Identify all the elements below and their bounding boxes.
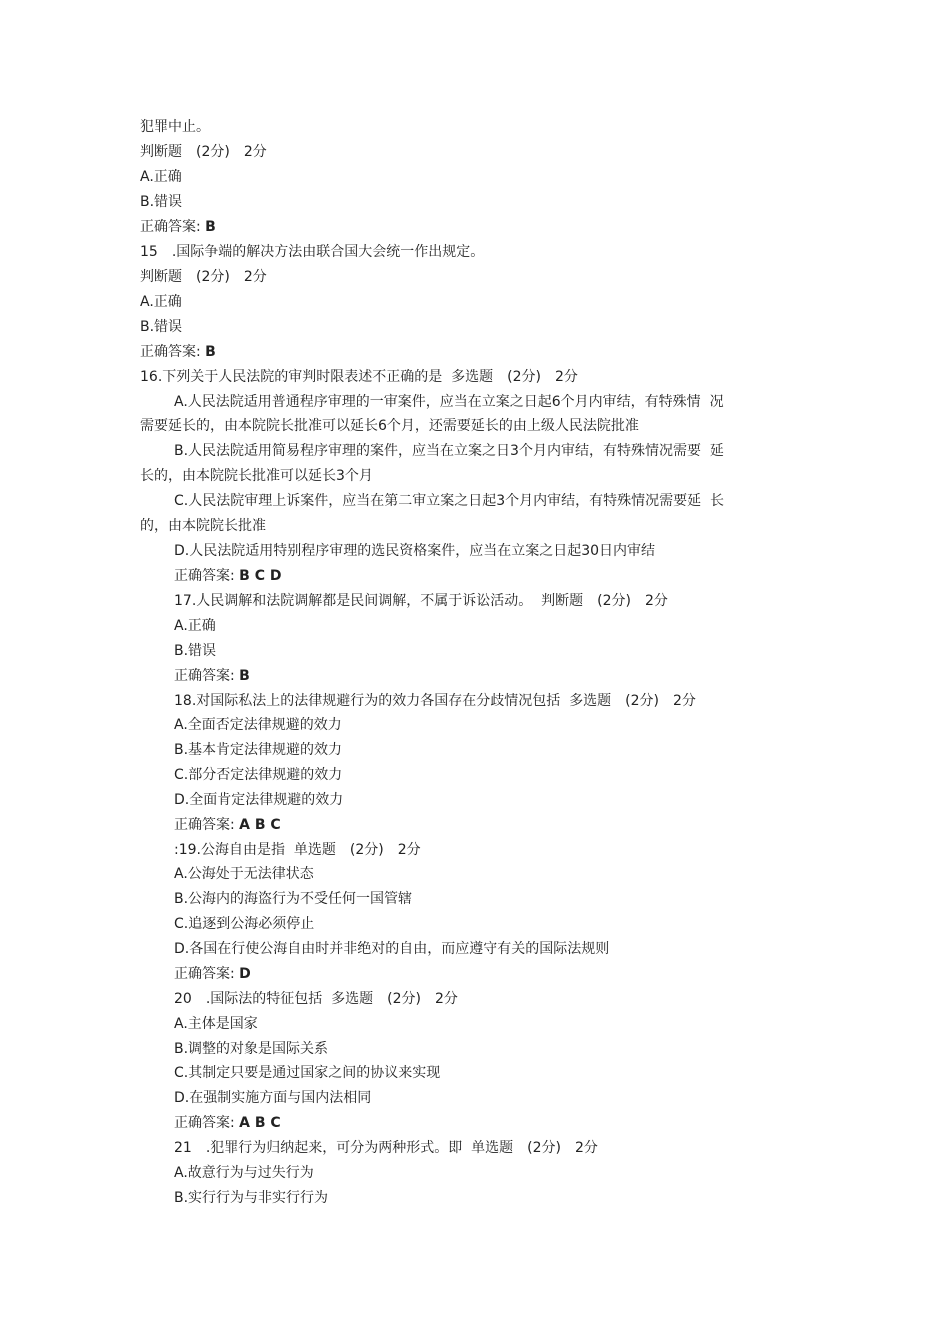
option-c: C.部分否定法律规避的效力 <box>174 767 343 783</box>
option-b: B.实行行为与非实行行为 <box>174 1190 329 1206</box>
answer-label: 正确答案: <box>174 817 235 833</box>
option-b: B.人民法院适用简易程序审理的案件，应当在立案之日3个月内审结，有特殊情况需要 延 <box>174 443 724 459</box>
option-c: C.其制定只要是通过国家之间的协议来实现 <box>174 1065 441 1081</box>
option-c: C.追逐到公海必须停止 <box>174 916 315 932</box>
answer-line <box>174 815 281 835</box>
option-a: A.人民法院适用普通程序审理的一审案件，应当在立案之日起6个月内审结，有特殊情 况 <box>174 394 724 410</box>
option-a: A.主体是国家 <box>174 1016 258 1032</box>
question-type: 判断题 (2分) 2分 <box>140 144 267 160</box>
question-21: 21 .犯罪行为归纳起来，可分为两种形式。即 单选题 (2分) 2分 <box>174 1140 598 1156</box>
option-c: C.人民法院审理上诉案件，应当在第二审立案之日起3个月内审结，有特殊情况需要延 长 <box>174 493 725 509</box>
answer-value: A B C <box>239 1115 281 1131</box>
option-d: D.全面肯定法律规避的效力 <box>174 792 344 808</box>
option-b: B.调整的对象是国际关系 <box>174 1041 329 1057</box>
option-a: A.故意行为与过失行为 <box>174 1165 314 1181</box>
option-b: B.基本肯定法律规避的效力 <box>174 742 343 758</box>
question-19: :19.公海自由是指 单选题 (2分) 2分 <box>174 842 421 858</box>
option-b: B.错误 <box>174 643 217 659</box>
answer-label: 正确答案: <box>140 344 201 360</box>
option-a: A.公海处于无法律状态 <box>174 866 314 882</box>
option-a: A.正确 <box>174 618 216 634</box>
answer-label: 正确答案: <box>174 568 235 584</box>
question-15: 15 .国际争端的解决方法由联合国大会统一作出规定。 <box>140 244 485 260</box>
question-18: 18.对国际私法上的法律规避行为的效力各国存在分歧情况包括 多选题 (2分) 2分 <box>174 693 696 709</box>
option-a: A.全面否定法律规避的效力 <box>174 717 342 733</box>
answer-line <box>140 342 216 362</box>
option-b-cont: 长的，由本院院长批准可以延长3个月 <box>140 468 373 484</box>
question-type: 判断题 (2分) 2分 <box>140 269 267 285</box>
answer-value: B <box>239 668 250 684</box>
answer-label: 正确答案: <box>174 668 235 684</box>
answer-line <box>174 1113 281 1133</box>
question-20: 20 .国际法的特征包括 多选题 (2分) 2分 <box>174 991 458 1007</box>
option-c-cont: 的，由本院院长批准 <box>140 518 266 534</box>
answer-value: B <box>205 344 216 360</box>
option-a: A.正确 <box>140 294 182 310</box>
answer-label: 正确答案: <box>140 219 201 235</box>
question-17: 17.人民调解和法院调解都是民间调解，不属于诉讼活动。 判断题 (2分) 2分 <box>174 593 668 609</box>
option-b: B.错误 <box>140 194 183 210</box>
answer-line <box>174 566 282 586</box>
option-d: D.人民法院适用特别程序审理的选民资格案件，应当在立案之日起30日内审结 <box>174 543 656 559</box>
option-b: B.错误 <box>140 319 183 335</box>
answer-line <box>140 217 216 237</box>
option-b: B.公海内的海盗行为不受任何一国管辖 <box>174 891 413 907</box>
answer-label: 正确答案: <box>174 1115 235 1131</box>
answer-line <box>174 964 251 984</box>
answer-line <box>174 666 250 686</box>
answer-value: B <box>205 219 216 235</box>
answer-value: B C D <box>239 568 282 584</box>
option-d: D.在强制实施方面与国内法相同 <box>174 1090 372 1106</box>
option-a-cont: 需要延长的，由本院院长批准可以延长6个月，还需要延长的由上级人民法院批准 <box>140 418 639 434</box>
question-16: 16.下列关于人民法院的审判时限表述不正确的是 多选题 (2分) 2分 <box>140 369 578 385</box>
answer-value: A B C <box>239 817 281 833</box>
option-d: D.各国在行使公海自由时并非绝对的自由，而应遵守有关的国际法规则 <box>174 941 610 957</box>
option-a: A.正确 <box>140 169 182 185</box>
answer-label: 正确答案: <box>174 966 235 982</box>
answer-value: D <box>239 966 251 982</box>
text-line: 犯罪中止。 <box>140 119 210 135</box>
